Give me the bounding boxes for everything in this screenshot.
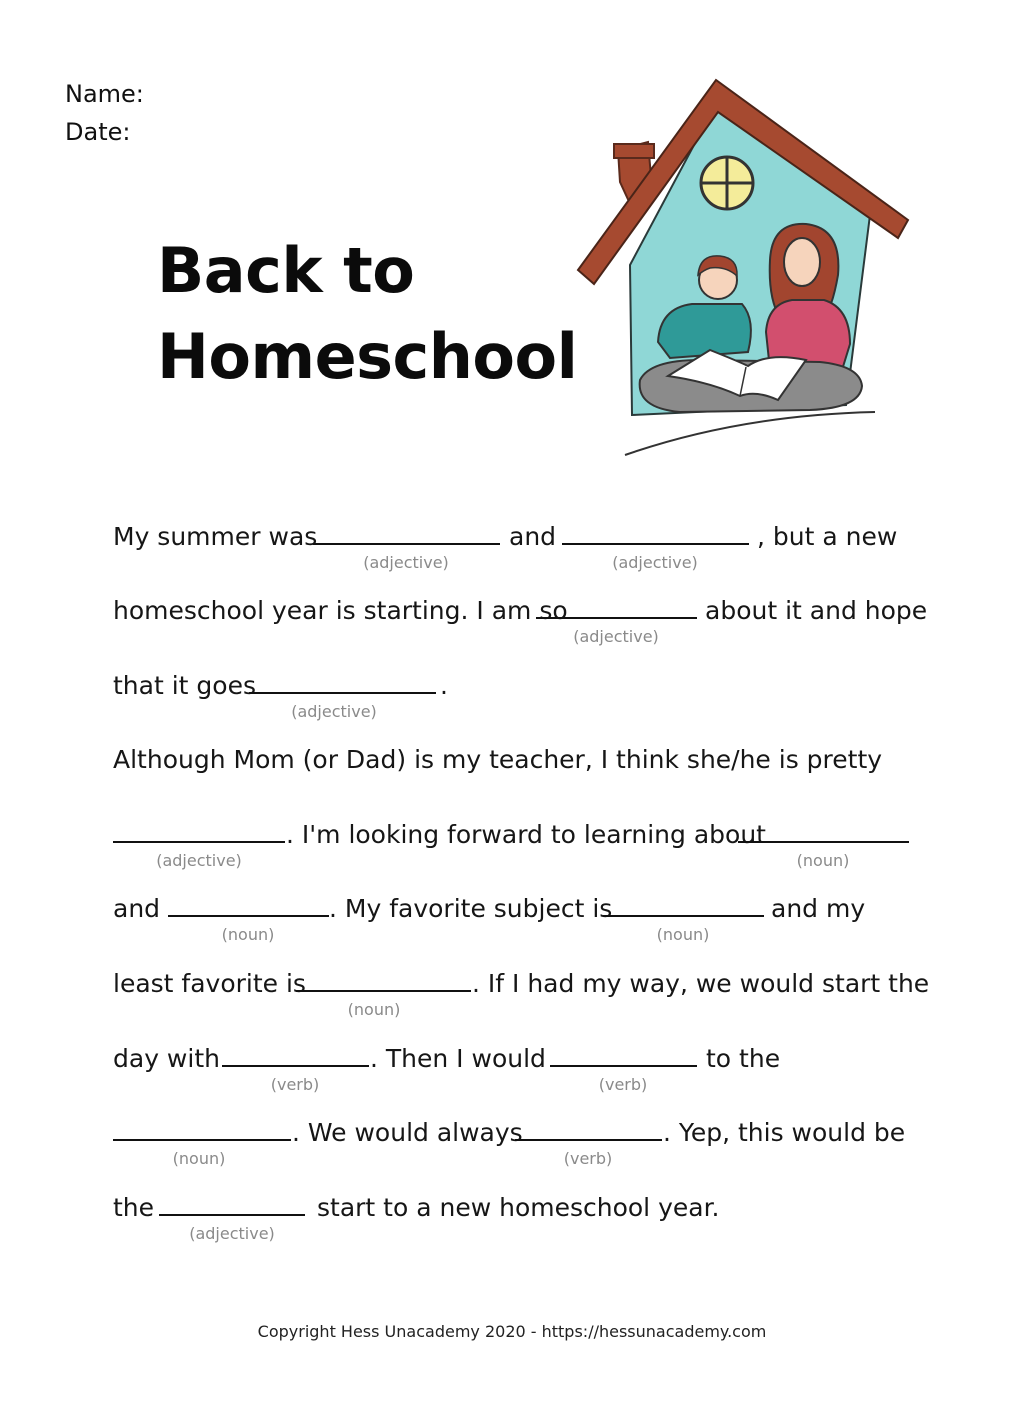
blank-verb-1[interactable]: [222, 1065, 369, 1067]
story-text: day with: [113, 1044, 220, 1073]
blank-hint: (verb): [563, 1149, 613, 1168]
copyright-footer: Copyright Hess Unacademy 2020 - https://hessunacademy.com: [257, 1322, 767, 1341]
story-text: .: [440, 671, 448, 700]
story-text: and: [113, 894, 161, 923]
story-text: . Yep, this would be: [663, 1118, 906, 1147]
story-text: least favorite is: [113, 969, 306, 998]
story-text: . My favorite subject is: [329, 894, 613, 923]
story-text: about it and hope: [705, 596, 928, 625]
house-illustration: [570, 70, 915, 465]
story-text: to the: [706, 1044, 781, 1073]
blank-hint: (noun): [796, 851, 850, 870]
blank-adjective-4[interactable]: [249, 692, 436, 694]
story-text: My summer was: [113, 522, 318, 551]
blank-hint: (verb): [270, 1075, 320, 1094]
date-label: Date:: [65, 118, 131, 146]
blank-verb-2[interactable]: [550, 1065, 697, 1067]
blank-noun-1[interactable]: [738, 841, 909, 843]
blank-noun-5[interactable]: [113, 1139, 291, 1141]
blank-adjective-6[interactable]: [159, 1214, 305, 1216]
blank-hint: (verb): [598, 1075, 648, 1094]
blank-hint: (adjective): [612, 553, 698, 572]
blank-adjective-1[interactable]: [313, 543, 500, 545]
story-text: the: [113, 1193, 155, 1222]
blank-hint: (adjective): [291, 702, 377, 721]
blank-noun-3[interactable]: [603, 915, 764, 917]
story-text: homeschool year is starting. I am so: [113, 596, 568, 625]
story-text: . If I had my way, we would start the: [472, 969, 930, 998]
blank-noun-2[interactable]: [168, 915, 329, 917]
story-text: . I'm looking forward to learning about: [286, 820, 766, 849]
blank-hint: (noun): [656, 925, 710, 944]
title-line-2: Homeschool: [157, 320, 578, 393]
blank-verb-3[interactable]: [515, 1139, 662, 1141]
blank-hint: (noun): [172, 1149, 226, 1168]
blank-hint: (noun): [221, 925, 275, 944]
page-title: [157, 228, 577, 400]
story-text: , but a new: [757, 522, 898, 551]
blank-hint: (noun): [347, 1000, 401, 1019]
story-text: . Then I would: [370, 1044, 546, 1073]
title-line-1: Back to: [157, 234, 415, 307]
story-text: . We would always: [292, 1118, 523, 1147]
story-text: that it goes: [113, 671, 256, 700]
blank-noun-4[interactable]: [296, 990, 471, 992]
blank-adjective-3[interactable]: [536, 617, 697, 619]
story-text: and my: [771, 894, 866, 923]
blank-adjective-2[interactable]: [562, 543, 749, 545]
blank-hint: (adjective): [189, 1224, 275, 1243]
blank-hint: (adjective): [573, 627, 659, 646]
blank-hint: (adjective): [156, 851, 242, 870]
story-text: start to a new homeschool year.: [317, 1193, 720, 1222]
story-text: and: [509, 522, 557, 551]
blank-adjective-5[interactable]: [113, 841, 285, 843]
story-text: Although Mom (or Dad) is my teacher, I think she/he is pretty: [113, 745, 883, 774]
name-label: Name:: [65, 80, 144, 108]
blank-hint: (adjective): [363, 553, 449, 572]
